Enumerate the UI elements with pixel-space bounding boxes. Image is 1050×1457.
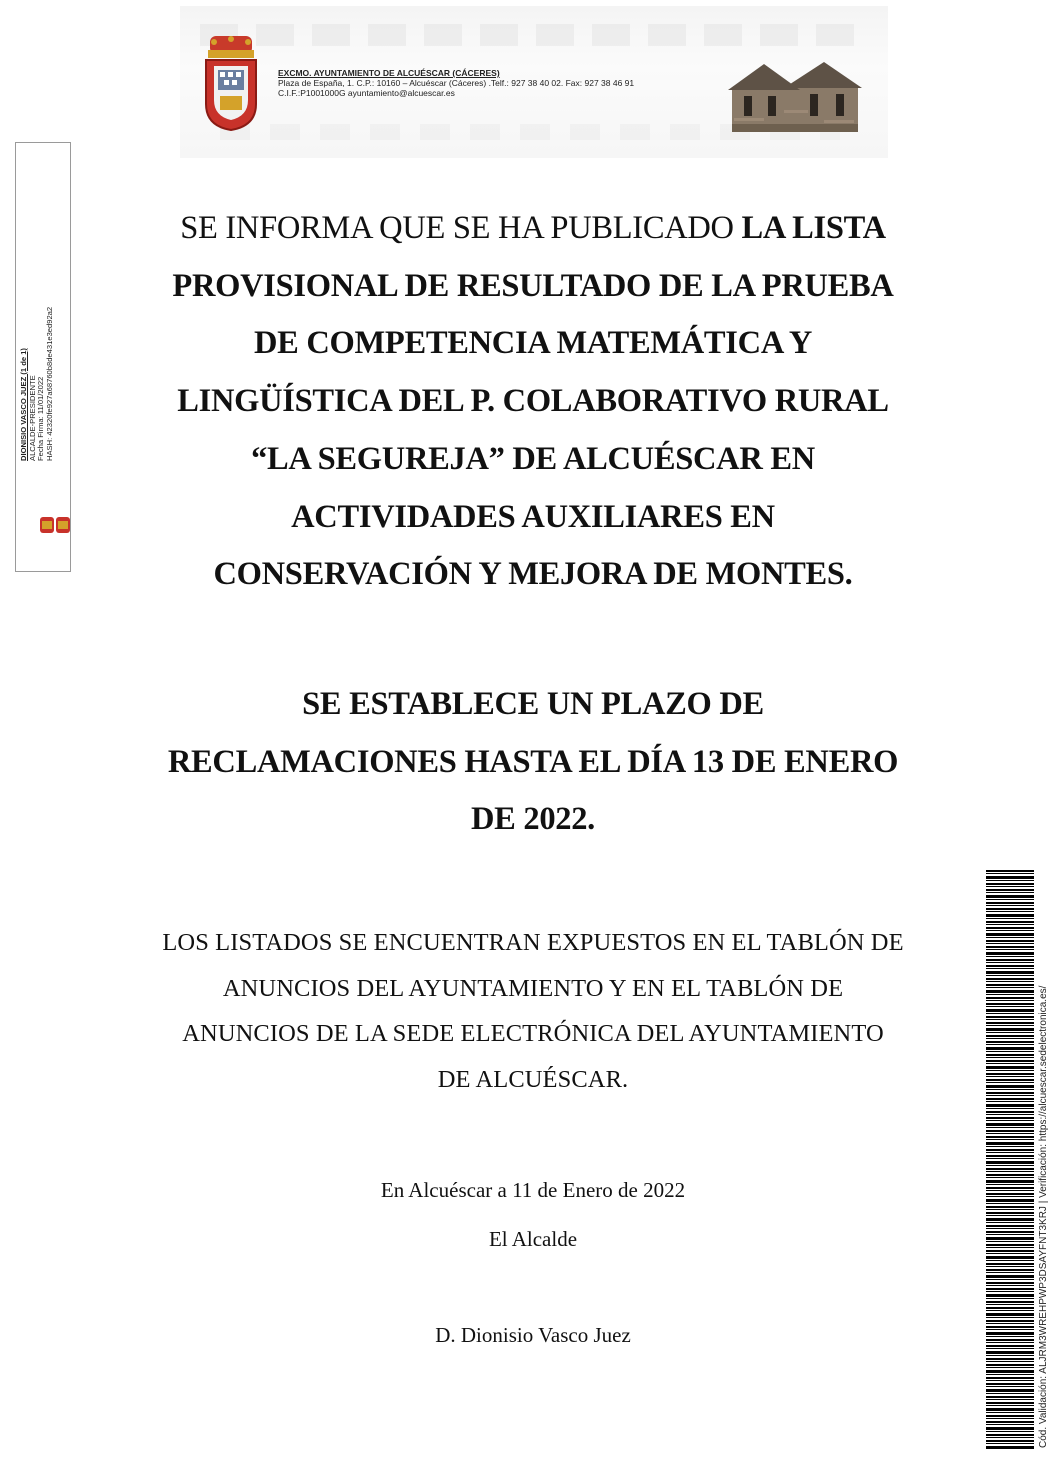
signature-date: Fecha Firma: 11/01/2022	[36, 376, 46, 461]
notice-line: LINGÜÍSTICA DEL P. COLABORATIVO RURAL	[177, 383, 889, 420]
notice-line: DE COMPETENCIA MATEMÁTICA Y	[254, 325, 812, 362]
listings-line: ANUNCIOS DEL AYUNTAMIENTO Y EN EL TABLÓN DE	[222, 974, 844, 1002]
signatory-role: El Alcalde	[488, 1227, 578, 1251]
institution-name: EXCMO. AYUNTAMIENTO DE ALCUÉSCAR (CÁCERES)	[278, 68, 500, 78]
church-illustration	[724, 58, 866, 134]
institution-address: Plaza de España, 1. C.P.: 10160 – Alcuéscar (Cáceres) .Telf.: 927 38 40 02. Fax: 927 38 46 91	[278, 78, 635, 88]
listings-paragraph	[110, 920, 956, 1102]
signature-hash: HASH: 42320fe927a68760b8de431e3ed92a2	[44, 306, 54, 461]
coat-of-arms-icon	[200, 34, 262, 132]
notice-line: ACTIVIDADES AUXILIARES EN	[291, 498, 775, 535]
validation-barcode	[986, 870, 1034, 1450]
signature-stamp	[15, 142, 71, 572]
signatory-name: D. Dionisio Vasco Juez	[435, 1323, 631, 1347]
validation-code: Cód. Validación: ALJRM3WREHPWP3DSAYFNT3KRJ | Verificación: https://alcuescar.sedelectronica.es/	[1038, 985, 1049, 1448]
deadline-line: SE ESTABLECE UN PLAZO DE	[302, 686, 764, 722]
listings-line: LOS LISTADOS SE ENCUENTRAN EXPUESTOS EN EL TABLÓN DE	[162, 929, 904, 956]
signature-stamp-text	[20, 161, 54, 461]
listings-line: DE ALCUÉSCAR.	[437, 1065, 629, 1093]
deadline-line: RECLAMACIONES HASTA EL DÍA 13 DE ENERO	[167, 743, 899, 780]
place-date: En Alcuéscar a 11 de Enero de 2022	[380, 1178, 686, 1202]
deadline-paragraph	[120, 676, 946, 849]
institution-cif-email: C.I.F.:P1001000G ayuntamiento@alcuescar.es	[278, 88, 455, 98]
notice-intro: SE INFORMA QUE SE HA PUBLICADO	[180, 210, 742, 246]
notice-line: PROVISIONAL DE RESULTADO DE LA PRUEBA	[172, 267, 894, 304]
signer-role: ALCALDE-PRESIDENTE	[27, 375, 37, 461]
stamp-coat-icon	[38, 513, 74, 535]
letterhead-text	[278, 68, 718, 98]
signer-name: DIONISIO VASCO JUEZ (1 de 1)	[19, 348, 28, 461]
deadline-line: DE 2022.	[471, 801, 595, 838]
notice-intro-bold: LA LISTA	[741, 210, 886, 246]
notice-line-1	[120, 200, 946, 258]
letterhead-watermark	[200, 24, 860, 46]
listings-line: ANUNCIOS DE LA SEDE ELECTRÓNICA DEL AYUNTAMIENTO	[182, 1020, 884, 1047]
notice-line: “LA SEGUREJA” DE ALCUÉSCAR EN	[251, 440, 815, 477]
notice-line: CONSERVACIÓN Y MEJORA DE MONTES.	[213, 556, 853, 593]
notice-paragraph	[120, 200, 946, 604]
